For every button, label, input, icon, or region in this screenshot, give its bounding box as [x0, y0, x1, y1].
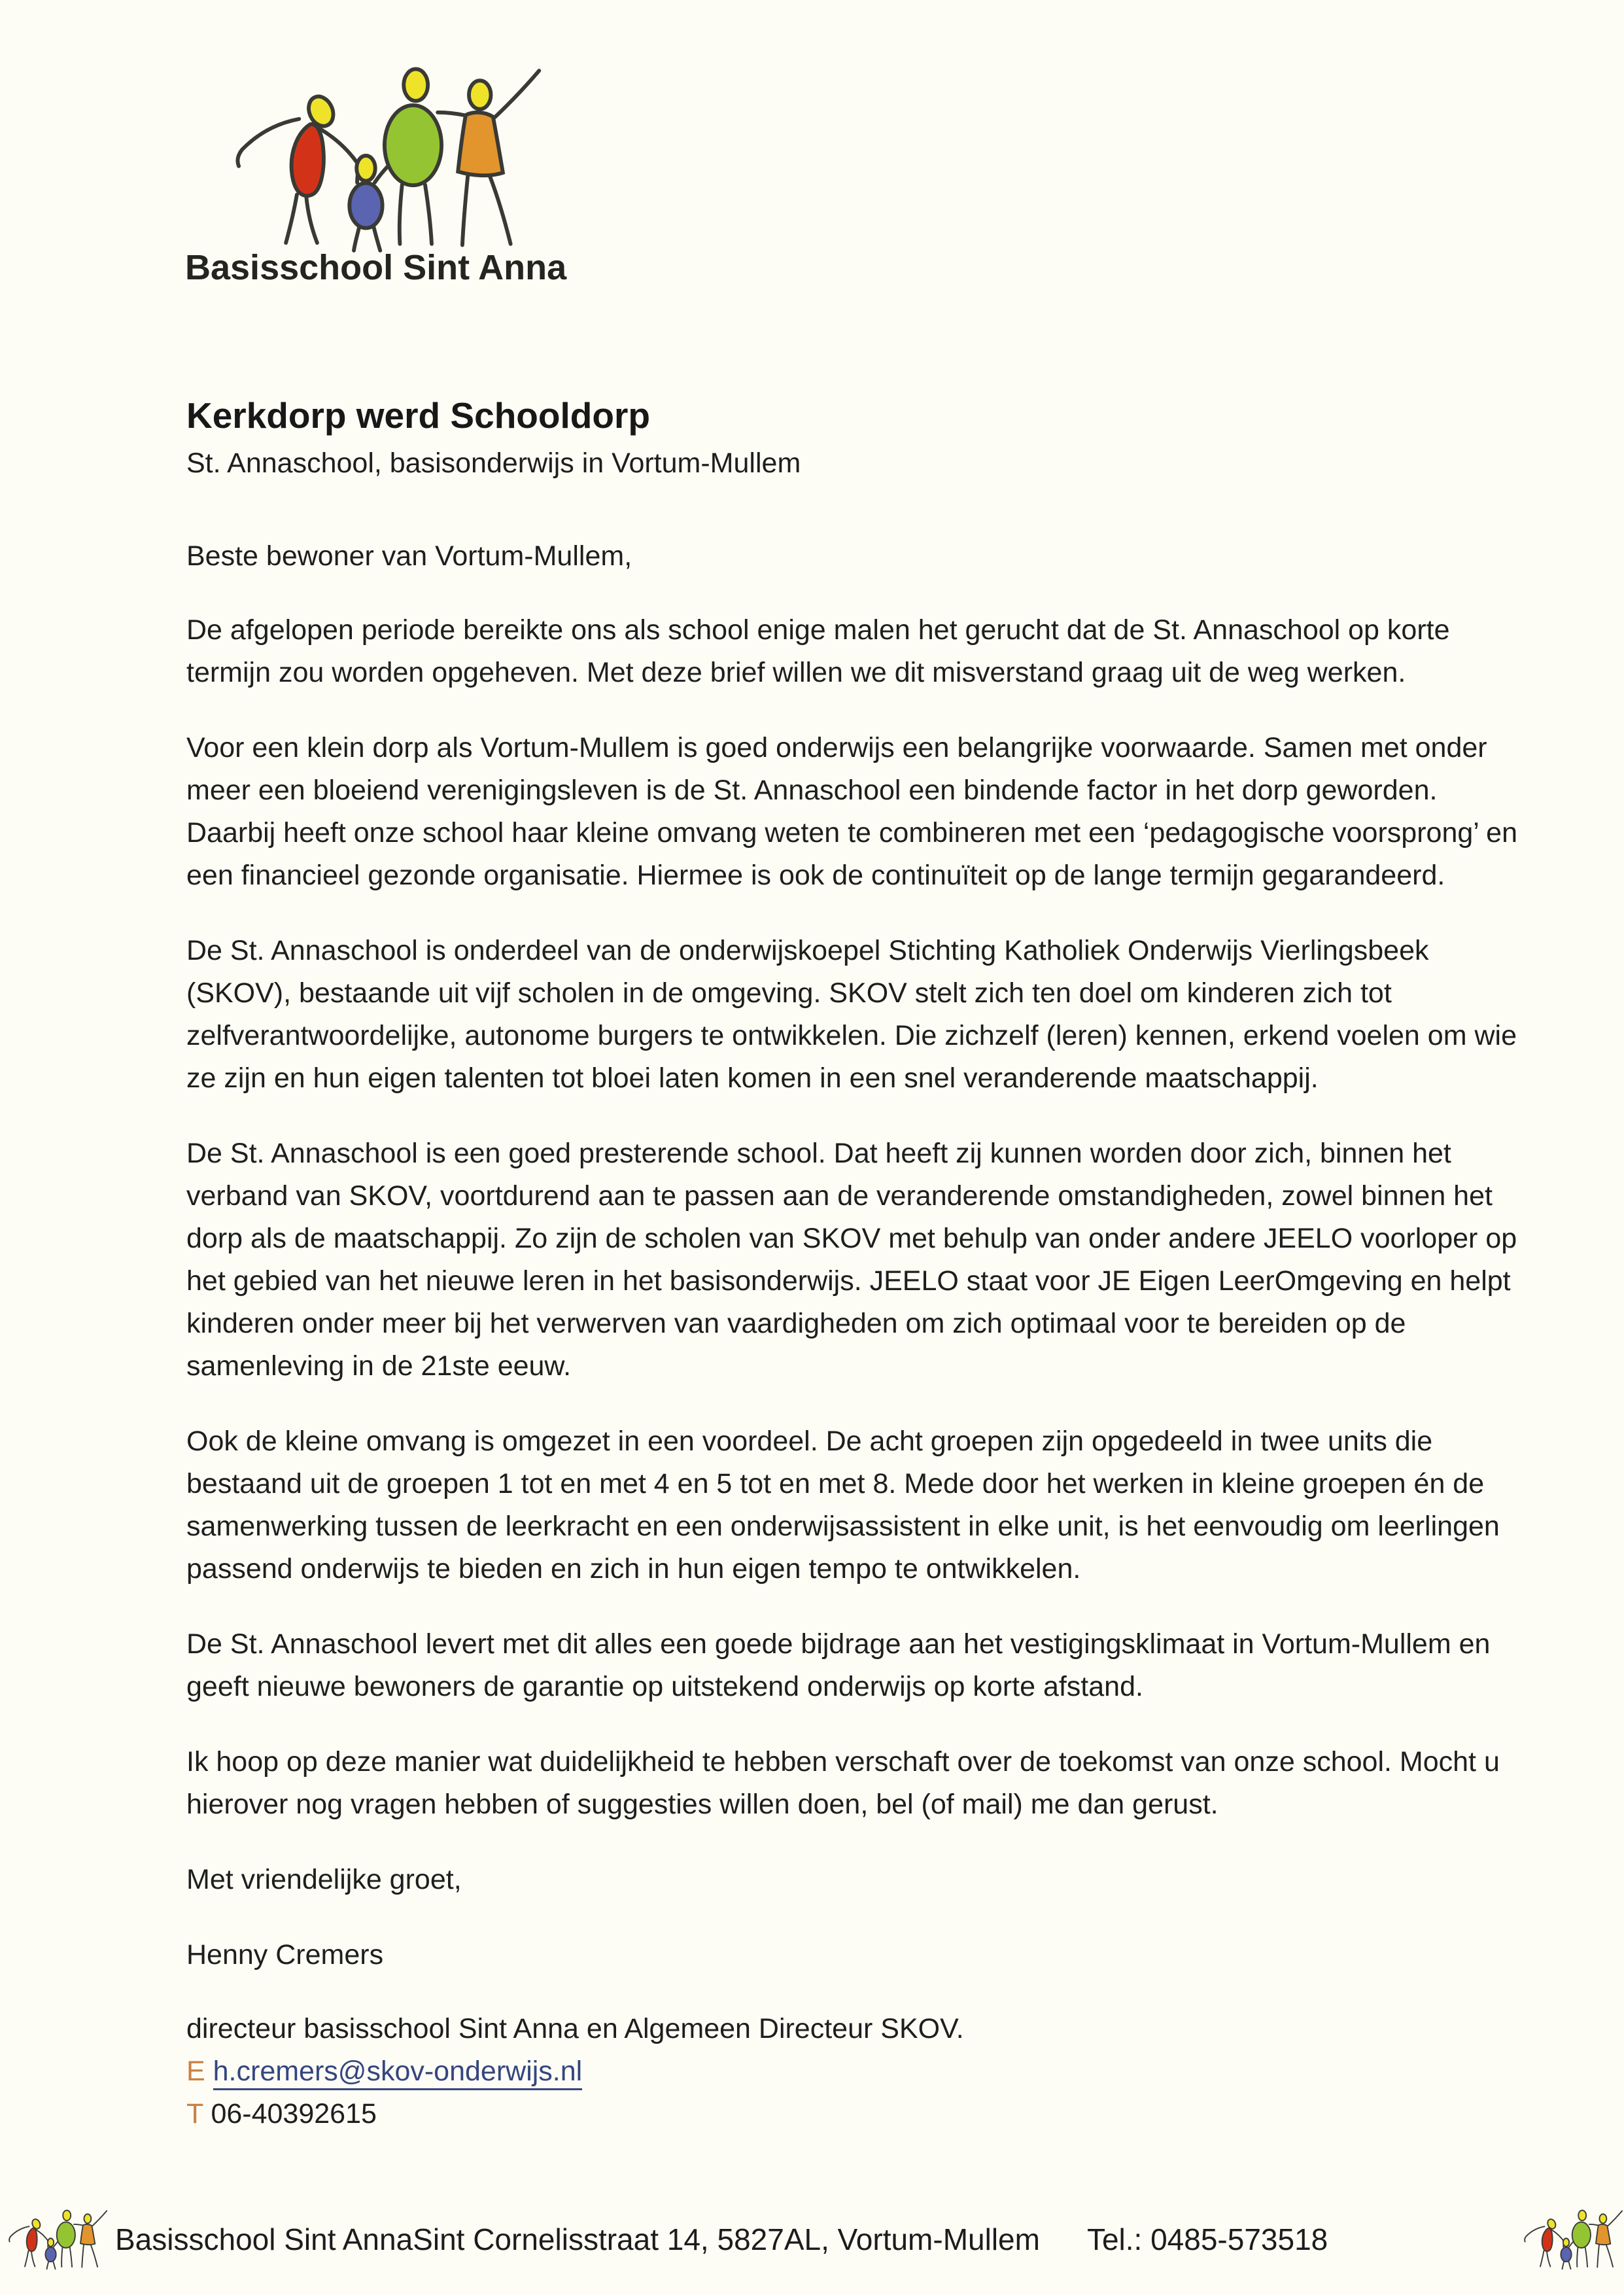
phone-line [186, 2093, 1517, 2135]
salutation: Beste bewoner van Vortum-Mullem, [186, 540, 632, 572]
footer-phone: Tel.: 0485-573518 [1086, 2222, 1328, 2256]
letter-title: Kerkdorp werd Schooldorp [186, 395, 650, 436]
footer [0, 2184, 1624, 2295]
email-label: E [186, 2056, 205, 2087]
letter-body [186, 394, 1517, 2135]
body-paragraph-5: Ook de kleine omvang is omgezet in een voordeel. De acht groepen zijn opgedeeld in twee units die bestaand uit de groepen 1 tot en met 4 en 5 tot en met 8. Mede door het werken in kleine groepen én de samenwerking tussen de leerkracht en een onderwijsassistent in elke unit, is het eenvoudig om leerlingen passend onderwijs te bieden en zich in hun eigen tempo te ontwikkelen. [186, 1426, 1500, 1585]
letter-subtitle: St. Annaschool, basisonderwijs in Vortum-Mullem [186, 447, 801, 479]
body-paragraph-1: De afgelopen periode bereikte ons als school enige malen het gerucht dat de St. Annaschool op korte termijn zou worden opgeheven. Met deze brief willen we dit misverstand graag uit de weg werken. [186, 614, 1450, 688]
school-logo-icon [149, 58, 633, 260]
signature-role: directeur basisschool Sint Anna en Algemeen Directeur SKOV. [186, 2013, 964, 2044]
body-paragraph-6: De St. Annaschool levert met dit alles een goede bijdrage aan het vestigingsklimaat in Vortum-Mullem en geeft nieuwe bewoners de garantie op uitstekend onderwijs op korte afstand. [186, 1628, 1491, 1702]
body-paragraph-3: De St. Annaschool is onderdeel van de onderwijskoepel Stichting Katholiek Onderwijs Vierlingsbeek (SKOV), bestaande uit vijf scholen in de omgeving. SKOV stelt zich ten doel om kinderen zich tot zelfverantwoordelijke, autonome burgers te ontwikkelen. Die zichzelf (leren) kennen, erkend voelen om wie ze zijn en hun eigen talenten tot bloei laten komen in een snel veranderende maatschappij. [186, 935, 1517, 1094]
footer-logo-right-icon [1519, 2188, 1624, 2291]
email-line [186, 2050, 1517, 2093]
phone-number: 06-40392615 [211, 2098, 377, 2129]
phone-label: T [186, 2098, 203, 2129]
body-paragraph-2: Voor een klein dorp als Vortum-Mullem is goed onderwijs een belangrijke voorwaarde. Samen met onder meer een bloeiend verenigingsleven is de St. Annaschool een bindende factor in het dorp geworden. Daarbij heeft onze school haar kleine omvang weten te combineren met een ‘pedagogische voorsprong’ en een financieel gezonde organisatie. Hiermee is ook de continuïteit op de lange termijn gegarandeerd. [186, 732, 1518, 891]
email-link[interactable]: h.cremers@skov-onderwijs.nl [213, 2056, 583, 2090]
body-paragraph-4: De St. Annaschool is een goed presterende school. Dat heeft zij kunnen worden door zich, binnen het verband van SKOV, voortdurend aan te passen aan de veranderende omstandigheden, zowel binnen het dorp als de maatschappij. Zo zijn de scholen van SKOV met behulp van onder andere JEELO voorloper op het gebied van het nieuwe leren in het basisonderwijs. JEELO staat voor JE Eigen LeerOmgeving en helpt kinderen onder meer bij het verwerven van vaardigheden om zich optimaal voor te bereiden op de samenleving in de 21ste eeuw. [186, 1138, 1517, 1382]
logo-label: Basisschool Sint Anna [185, 248, 567, 287]
body-paragraph-7: Ik hoop op deze manier wat duidelijkheid te hebben verschaft over de toekomst van onze school. Mocht u hierover nog vragen hebben of suggesties willen doen, bel (of mail) me dan gerust. [186, 1746, 1500, 1820]
footer-logo-left-icon [4, 2188, 114, 2291]
signature-name: Henny Cremers [186, 1939, 384, 1971]
closing: Met vriendelijke groet, [186, 1864, 462, 1895]
footer-address: Basisschool Sint AnnaSint Cornelisstraat 14, 5827AL, Vortum-Mullem [115, 2222, 1040, 2256]
